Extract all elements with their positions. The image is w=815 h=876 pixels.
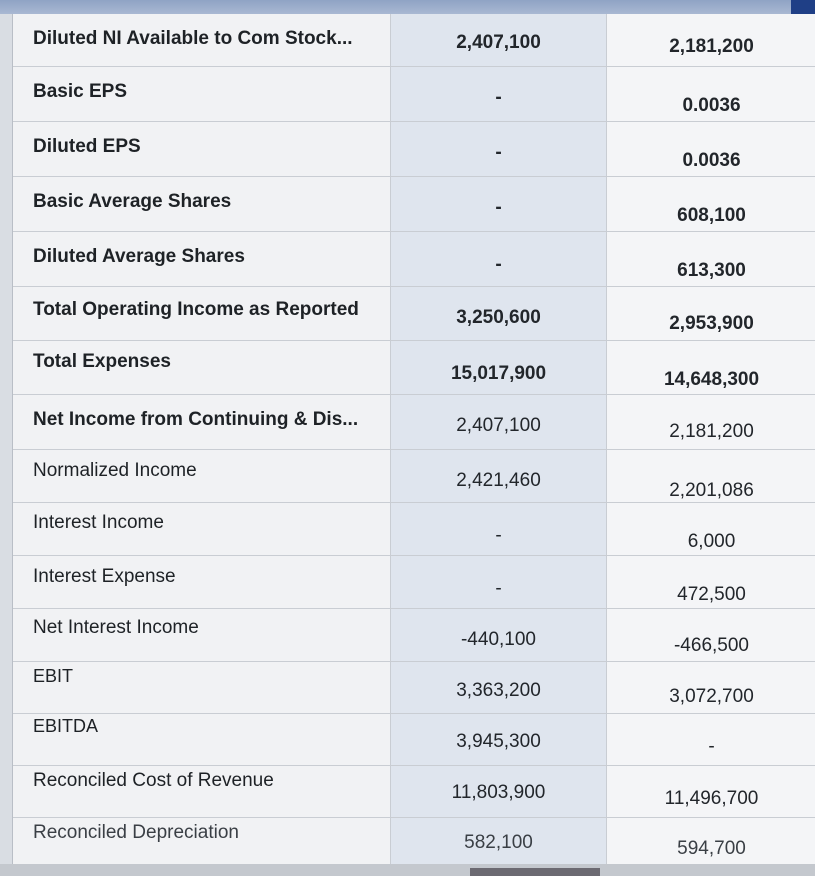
row-label: Basic Average Shares	[33, 191, 232, 212]
value-cell-col2	[607, 287, 815, 340]
row-label: Reconciled Depreciation	[33, 822, 239, 843]
window-top-bar	[0, 0, 815, 14]
value-col1: 3,250,600	[456, 307, 541, 328]
table-row	[13, 287, 815, 341]
row-label-cell	[13, 818, 391, 864]
value-cell-col2	[607, 232, 815, 286]
value-col2: 14,648,300	[663, 369, 760, 390]
value-cell-col2	[607, 395, 815, 449]
table-row	[13, 818, 815, 864]
value-col2: 2,181,200	[669, 36, 754, 57]
table-row	[13, 67, 815, 122]
value-cell-col1	[391, 714, 607, 765]
row-label-cell	[13, 341, 391, 394]
value-cell-col2	[607, 503, 815, 555]
value-cell-col1	[391, 766, 607, 817]
row-label-cell	[13, 287, 391, 340]
row-label: EBIT	[33, 666, 74, 686]
table-row	[13, 503, 815, 556]
row-label-cell	[13, 395, 391, 449]
value-col2: -	[708, 736, 715, 757]
row-label: Total Operating Income as Reported	[33, 299, 359, 320]
value-col1: -	[495, 578, 502, 599]
table-row	[13, 766, 815, 818]
value-col1: 3,945,300	[456, 731, 541, 752]
value-cell-col1	[391, 14, 607, 66]
value-col2: 3,072,700	[669, 686, 754, 707]
value-col1: 2,421,460	[456, 470, 541, 491]
row-label: Net Income from Continuing & Dis...	[33, 409, 359, 430]
row-label-cell	[13, 556, 391, 608]
value-col2: 0.0036	[682, 95, 741, 116]
row-label-cell	[13, 714, 391, 765]
table-row	[13, 714, 815, 766]
value-cell-col1	[391, 503, 607, 555]
value-cell-col2	[607, 714, 815, 765]
value-cell-col2	[607, 67, 815, 121]
table-row	[13, 177, 815, 232]
value-col1: -	[495, 254, 502, 275]
table-row	[13, 556, 815, 609]
row-label: Diluted NI Available to Com Stock...	[33, 28, 353, 49]
value-cell-col1	[391, 287, 607, 340]
value-cell-col1	[391, 177, 607, 231]
value-cell-col2	[607, 14, 815, 66]
value-cell-col2	[607, 818, 815, 864]
row-label-cell	[13, 503, 391, 555]
value-col2: 0.0036	[682, 150, 741, 171]
value-col1: 2,407,100	[456, 415, 541, 436]
value-col1: -	[495, 197, 502, 218]
value-cell-col2	[607, 766, 815, 817]
financial-table	[12, 14, 815, 864]
value-col1: 15,017,900	[450, 363, 547, 384]
row-label: Normalized Income	[33, 460, 197, 481]
row-label: Interest Income	[33, 512, 164, 533]
row-label-cell	[13, 766, 391, 817]
value-col2: 472,500	[677, 584, 746, 605]
window-corner-control[interactable]	[791, 0, 815, 14]
value-cell-col1	[391, 122, 607, 176]
value-col2: 2,201,086	[669, 480, 754, 501]
value-col2: 594,700	[677, 838, 746, 859]
bottom-bar	[0, 864, 815, 876]
value-cell-col2	[607, 122, 815, 176]
value-col1: -440,100	[460, 629, 536, 650]
table-row	[13, 14, 815, 67]
value-cell-col2	[607, 450, 815, 502]
row-label-cell	[13, 177, 391, 231]
value-col1: -	[495, 142, 502, 163]
value-cell-col2	[607, 341, 815, 394]
row-label: Interest Expense	[33, 566, 176, 587]
value-cell-col1	[391, 556, 607, 608]
value-cell-col1	[391, 341, 607, 394]
row-label: Basic EPS	[33, 81, 127, 102]
table-row	[13, 395, 815, 450]
value-cell-col1	[391, 232, 607, 286]
row-label: Reconciled Cost of Revenue	[33, 770, 274, 791]
value-col2: 2,181,200	[669, 421, 754, 442]
table-row	[13, 662, 815, 714]
value-col1: 11,803,900	[451, 782, 546, 803]
value-cell-col2	[607, 662, 815, 713]
row-label-cell	[13, 232, 391, 286]
row-label: Total Expenses	[33, 351, 171, 372]
row-label: Net Interest Income	[33, 617, 199, 638]
value-col2: 6,000	[687, 531, 736, 552]
table-row	[13, 232, 815, 287]
table-row	[13, 122, 815, 177]
table-row	[13, 450, 815, 503]
value-cell-col1	[391, 662, 607, 713]
value-cell-col1	[391, 395, 607, 449]
row-label: Diluted Average Shares	[33, 246, 245, 267]
value-col1: -	[495, 87, 502, 108]
value-cell-col1	[391, 67, 607, 121]
table-row	[13, 341, 815, 395]
row-label: EBITDA	[33, 716, 99, 736]
value-col2: -466,500	[673, 635, 749, 656]
value-col2: 11,496,700	[664, 788, 759, 809]
value-cell-col2	[607, 609, 815, 661]
row-label-cell	[13, 14, 391, 66]
row-label-cell	[13, 122, 391, 176]
value-cell-col2	[607, 177, 815, 231]
row-label-cell	[13, 662, 391, 713]
row-label: Diluted EPS	[33, 136, 141, 157]
value-cell-col1	[391, 818, 607, 864]
value-col2: 608,100	[677, 205, 746, 226]
value-cell-col1	[391, 609, 607, 661]
value-col1: 2,407,100	[456, 32, 541, 53]
value-col2: 2,953,900	[669, 313, 754, 334]
value-col1: 3,363,200	[456, 680, 541, 701]
table-row	[13, 609, 815, 662]
row-label-cell	[13, 450, 391, 502]
value-cell-col1	[391, 450, 607, 502]
bottom-tab[interactable]	[470, 868, 600, 876]
row-label-cell	[13, 67, 391, 121]
row-label-cell	[13, 609, 391, 661]
value-col1: -	[495, 525, 502, 546]
value-col2: 613,300	[677, 260, 746, 281]
value-col1: 582,100	[464, 832, 533, 853]
value-cell-col2	[607, 556, 815, 608]
